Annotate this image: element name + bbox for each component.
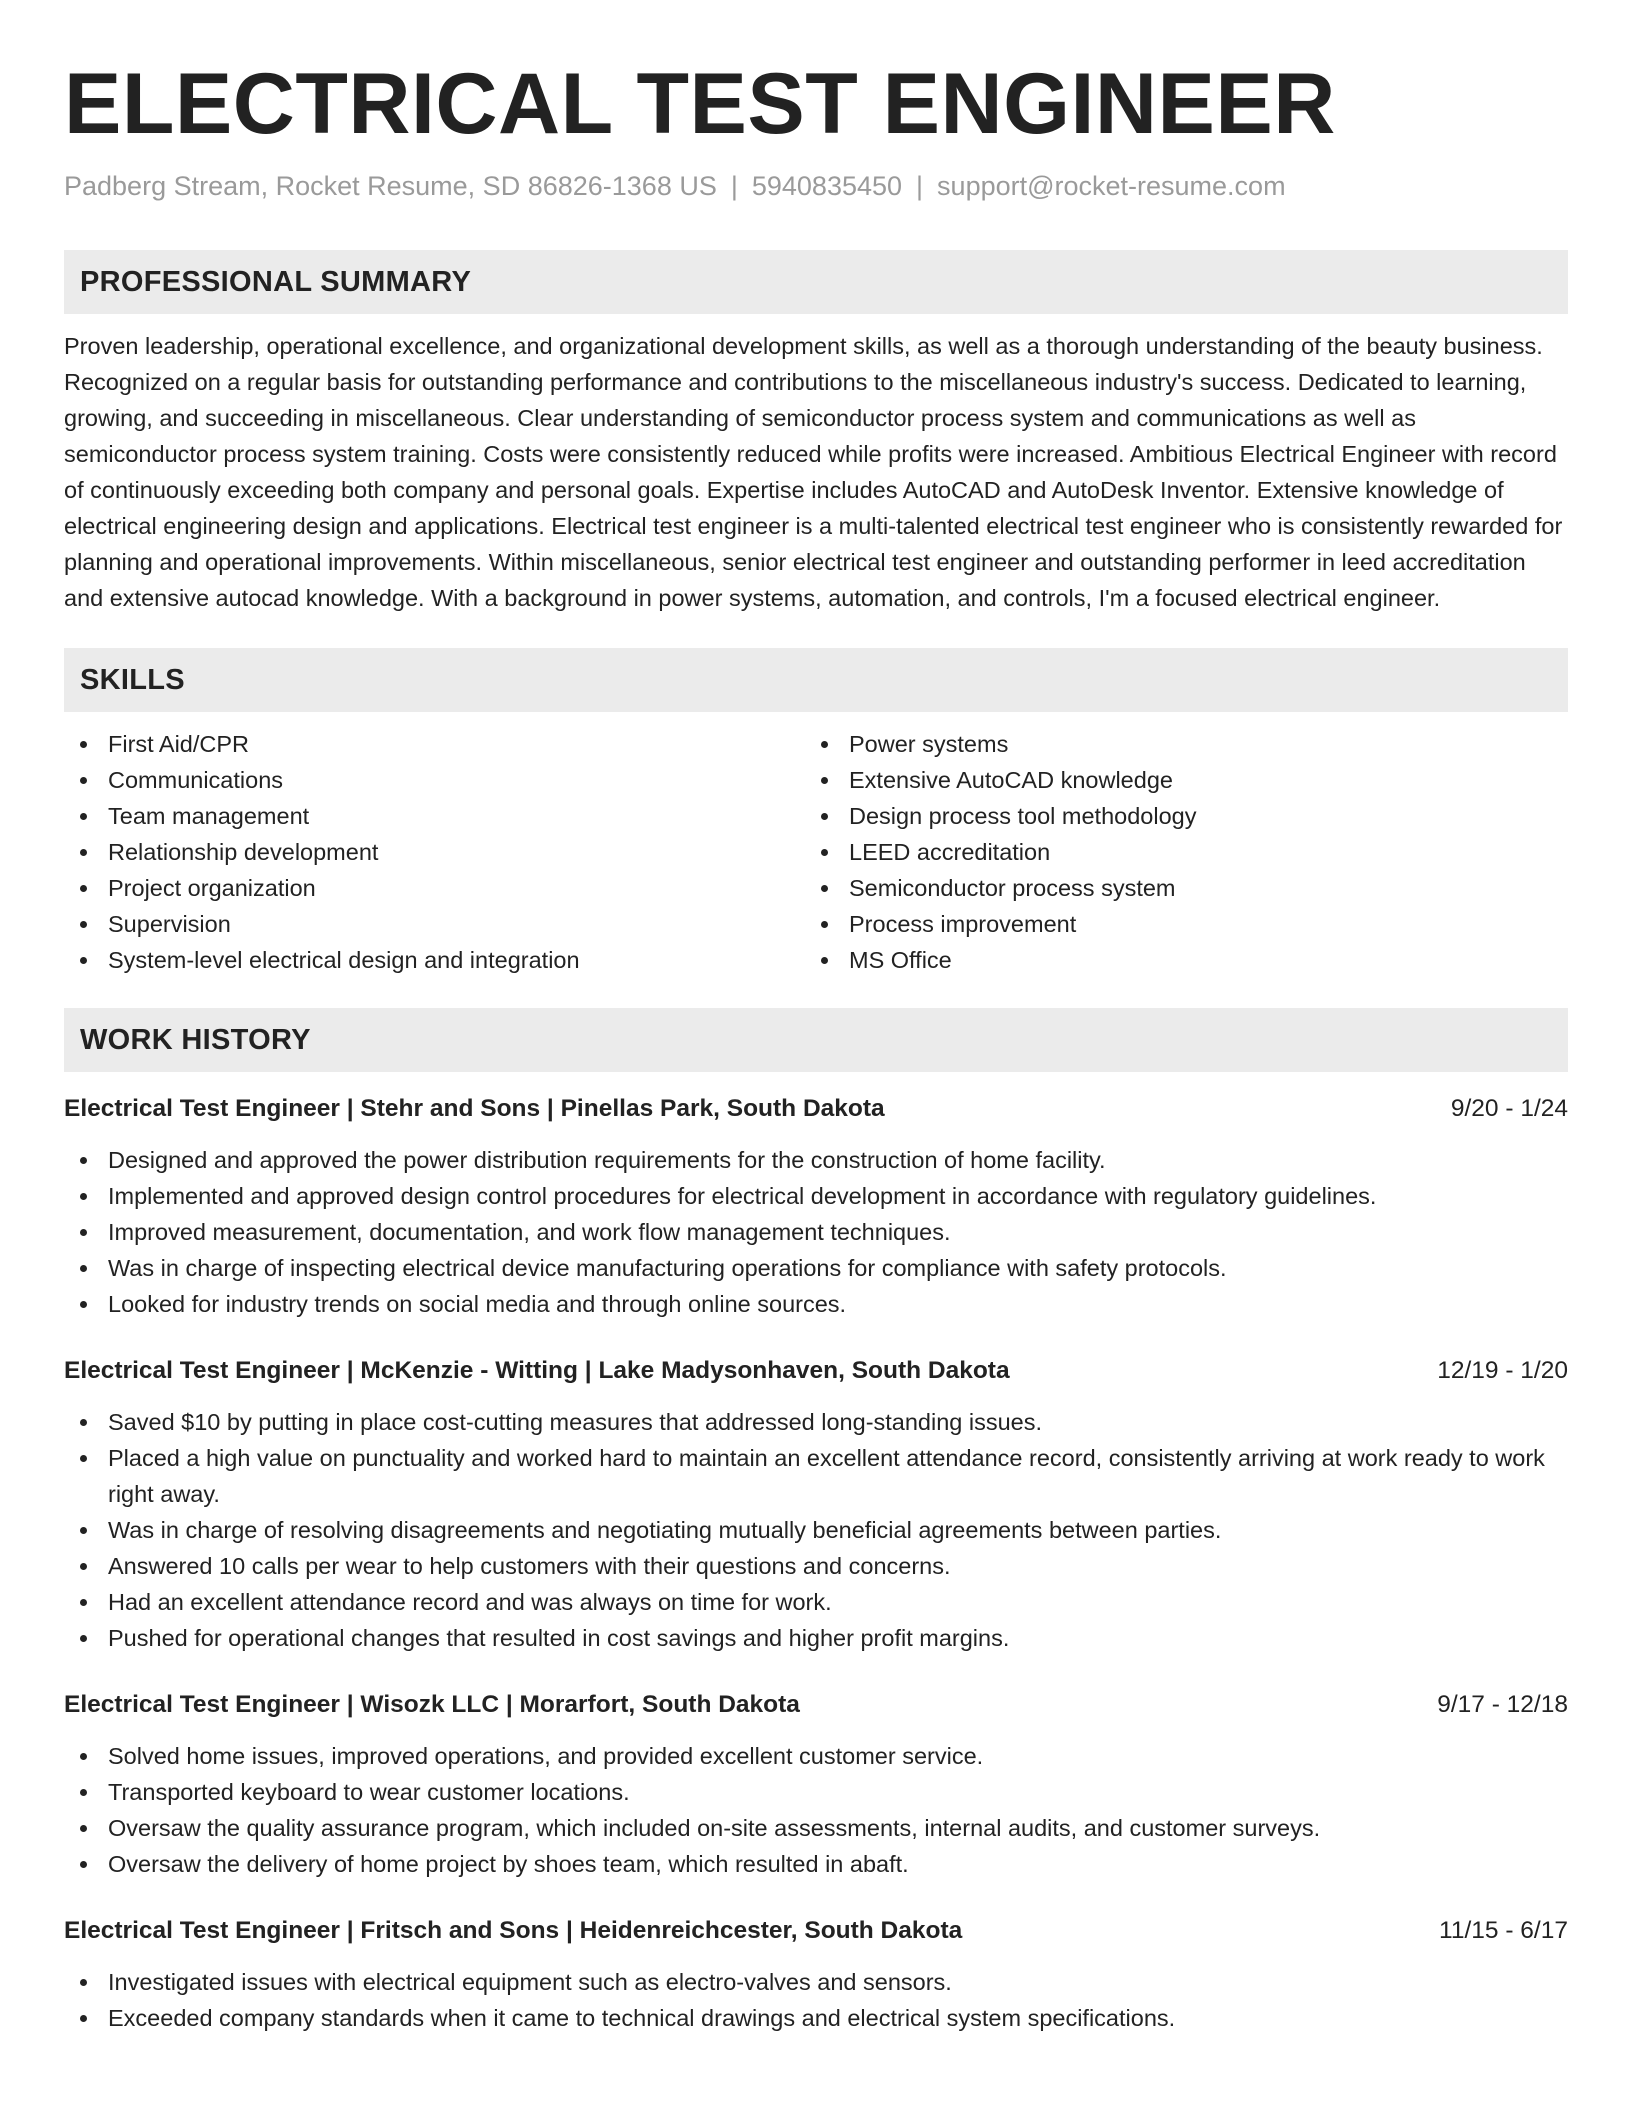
job-bullet xyxy=(64,1512,1568,1548)
job-header xyxy=(64,1092,1568,1126)
list-item-text: Answered 10 calls per wear to help customers with their questions and concerns. xyxy=(108,1553,951,1579)
job-header xyxy=(64,1688,1568,1722)
skill-item xyxy=(805,834,1546,870)
resume-name: ELECTRICAL TEST ENGINEER xyxy=(64,56,1336,152)
skill-item xyxy=(64,798,805,834)
bullet-dot-icon xyxy=(80,1599,87,1606)
job-title: Electrical Test Engineer | Stehr and Sons | Pinellas Park, South Dakota xyxy=(64,1095,885,1122)
list-item-text: Implemented and approved design control procedures for electrical development in accordance with regulatory guidelines. xyxy=(108,1183,1377,1209)
job-bullet xyxy=(64,1178,1568,1214)
bullet-dot-icon xyxy=(80,1753,87,1760)
list-item-text: Semiconductor process system xyxy=(849,875,1176,901)
list-item-text: Placed a high value on punctuality and worked hard to maintain an excellent attendance record, consistently arriving at work ready to work right away. xyxy=(108,1445,1545,1507)
list-item-text: Project organization xyxy=(108,875,316,901)
skill-item xyxy=(64,726,805,762)
job-entry xyxy=(64,1354,1568,1656)
bullet-dot-icon xyxy=(80,1193,87,1200)
bullet-dot-icon xyxy=(80,813,87,820)
skill-item xyxy=(805,726,1546,762)
list-item-text: Communications xyxy=(108,767,284,793)
work-history-list xyxy=(64,1092,1568,2036)
skill-item xyxy=(64,870,805,906)
bullet-dot-icon xyxy=(80,1455,87,1462)
list-item-text: Extensive AutoCAD knowledge xyxy=(849,767,1173,793)
list-item-text: Power systems xyxy=(849,731,1009,757)
job-bullet xyxy=(64,1620,1568,1656)
contact-address: Padberg Stream, Rocket Resume, SD 86826-1368 US xyxy=(64,171,717,201)
job-header xyxy=(64,1354,1568,1388)
bullet-dot-icon xyxy=(80,1861,87,1868)
list-item-text: System-level electrical design and integration xyxy=(108,947,580,973)
skill-item xyxy=(805,798,1546,834)
list-item-text: Solved home issues, improved operations, and provided excellent customer service. xyxy=(108,1743,984,1769)
skill-item xyxy=(805,906,1546,942)
job-title: Electrical Test Engineer | Fritsch and Sons | Heidenreichcester, South Dakota xyxy=(64,1917,963,1944)
job-bullet xyxy=(64,1846,1568,1882)
bullet-dot-icon xyxy=(80,1229,87,1236)
bullet-dot-icon xyxy=(821,741,828,748)
bullet-dot-icon xyxy=(80,1419,87,1426)
section-heading-summary: PROFESSIONAL SUMMARY xyxy=(64,250,1568,314)
list-item-text: Designed and approved the power distribution requirements for the construction of home facility. xyxy=(108,1147,1106,1173)
bullet-dot-icon xyxy=(821,813,828,820)
list-item-text: Saved $10 by putting in place cost-cutting measures that addressed long-standing issues. xyxy=(108,1409,1043,1435)
job-bullets xyxy=(64,1964,1568,2036)
list-item-text: Looked for industry trends on social media and through online sources. xyxy=(108,1291,847,1317)
section-heading-work-history: WORK HISTORY xyxy=(64,1008,1568,1072)
bullet-dot-icon xyxy=(80,1789,87,1796)
bullet-dot-icon xyxy=(80,2015,87,2022)
list-item-text: Was in charge of inspecting electrical device manufacturing operations for compliance with safety protocols. xyxy=(108,1255,1227,1281)
job-bullet xyxy=(64,1404,1568,1440)
job-bullet xyxy=(64,2000,1568,2036)
bullet-dot-icon xyxy=(80,777,87,784)
job-header xyxy=(64,1914,1568,1948)
bullet-dot-icon xyxy=(80,957,87,964)
contact-separator: | xyxy=(916,171,924,201)
list-item-text: Improved measurement, documentation, and work flow management techniques. xyxy=(108,1219,951,1245)
job-bullet xyxy=(64,1774,1568,1810)
job-bullet xyxy=(64,1810,1568,1846)
list-item-text: Oversaw the delivery of home project by shoes team, which resulted in abaft. xyxy=(108,1851,909,1877)
list-item-text: MS Office xyxy=(849,947,952,973)
bullet-dot-icon xyxy=(80,1527,87,1534)
list-item-text: Had an excellent attendance record and was always on time for work. xyxy=(108,1589,832,1615)
list-item-text: Supervision xyxy=(108,911,231,937)
bullet-dot-icon xyxy=(821,849,828,856)
skill-item xyxy=(805,762,1546,798)
job-bullet xyxy=(64,1548,1568,1584)
job-bullet xyxy=(64,1584,1568,1620)
list-item-text: Pushed for operational changes that resulted in cost savings and higher profit margins. xyxy=(108,1625,1010,1651)
skill-item xyxy=(64,906,805,942)
list-item-text: Design process tool methodology xyxy=(849,803,1197,829)
job-dates: 9/20 - 1/24 xyxy=(1450,1095,1568,1122)
bullet-dot-icon xyxy=(80,1825,87,1832)
bullet-dot-icon xyxy=(821,957,828,964)
job-entry xyxy=(64,1688,1568,1882)
job-bullet xyxy=(64,1142,1568,1178)
job-entry xyxy=(64,1092,1568,1322)
job-bullet xyxy=(64,1964,1568,2000)
job-bullet xyxy=(64,1250,1568,1286)
bullet-dot-icon xyxy=(80,1301,87,1308)
list-item-text: LEED accreditation xyxy=(849,839,1051,865)
list-item-text: Transported keyboard to wear customer locations. xyxy=(108,1779,630,1805)
job-bullet xyxy=(64,1738,1568,1774)
bullet-dot-icon xyxy=(80,1563,87,1570)
bullet-dot-icon xyxy=(80,1635,87,1642)
bullet-dot-icon xyxy=(821,921,828,928)
list-item-text: Team management xyxy=(108,803,310,829)
bullet-dot-icon xyxy=(821,777,828,784)
list-item-text: Was in charge of resolving disagreements and negotiating mutually beneficial agreements between parties. xyxy=(108,1517,1222,1543)
job-dates: 9/17 - 12/18 xyxy=(1437,1691,1568,1718)
job-entry xyxy=(64,1914,1568,2036)
list-item-text: Process improvement xyxy=(849,911,1077,937)
skill-item xyxy=(64,942,805,978)
contact-separator: | xyxy=(730,171,738,201)
job-bullet xyxy=(64,1440,1568,1512)
job-bullet xyxy=(64,1286,1568,1322)
summary-text: Proven leadership, operational excellence, and organizational development skills, as well as a thorough understanding of the beauty business. Recognized on a regular basis for outstanding performance and contributions to the miscellaneous industry's success. Dedicated to learning, growing, and succeeding in miscellaneous. Clear understanding of semiconductor process system and communications as well as semiconductor process system training. Costs were consistently reduced while profits were increased. Ambitious Electrical Engineer with record of continuously exceeding both company and personal goals. Expertise includes AutoCAD and AutoDesk Inventor. Extensive knowledge of electrical engineering design and applications. Electrical test engineer is a multi-talented electrical test engineer who is consistently rewarded for planning and operational improvements. Within miscellaneous, senior electrical test engineer and outstanding performer in leed accreditation and extensive autocad knowledge. With a background in power systems, automation, and controls, I'm a focused electrical engineer. xyxy=(64,333,1563,611)
bullet-dot-icon xyxy=(80,849,87,856)
job-bullets xyxy=(64,1738,1568,1882)
bullet-dot-icon xyxy=(80,1979,87,1986)
list-item-text: Investigated issues with electrical equipment such as electro-valves and sensors. xyxy=(108,1969,952,1995)
job-dates: 12/19 - 1/20 xyxy=(1437,1357,1568,1384)
job-bullets xyxy=(64,1142,1568,1322)
job-bullet xyxy=(64,1214,1568,1250)
job-dates: 11/15 - 6/17 xyxy=(1439,1917,1568,1944)
skills-column-right xyxy=(805,726,1546,978)
skill-item xyxy=(64,834,805,870)
section-heading-skills: SKILLS xyxy=(64,648,1568,712)
skill-item xyxy=(64,762,805,798)
bullet-dot-icon xyxy=(821,885,828,892)
contact-email: support@rocket-resume.com xyxy=(937,171,1286,201)
bullet-dot-icon xyxy=(80,741,87,748)
skills-grid xyxy=(64,726,1568,978)
job-title: Electrical Test Engineer | Wisozk LLC | Morarfort, South Dakota xyxy=(64,1691,800,1718)
list-item-text: Relationship development xyxy=(108,839,379,865)
skill-item xyxy=(805,942,1546,978)
bullet-dot-icon xyxy=(80,1157,87,1164)
skills-column-left xyxy=(64,726,805,978)
bullet-dot-icon xyxy=(80,921,87,928)
job-bullets xyxy=(64,1404,1568,1656)
contact-line xyxy=(64,168,1568,204)
skill-item xyxy=(805,870,1546,906)
list-item-text: Oversaw the quality assurance program, which included on-site assessments, internal audits, and customer surveys. xyxy=(108,1815,1321,1841)
bullet-dot-icon xyxy=(80,1265,87,1272)
contact-phone: 5940835450 xyxy=(751,171,903,201)
list-item-text: Exceeded company standards when it came to technical drawings and electrical system specifications. xyxy=(108,2005,1176,2031)
bullet-dot-icon xyxy=(80,885,87,892)
list-item-text: First Aid/CPR xyxy=(108,731,250,757)
job-title: Electrical Test Engineer | McKenzie - Witting | Lake Madysonhaven, South Dakota xyxy=(64,1357,1010,1384)
